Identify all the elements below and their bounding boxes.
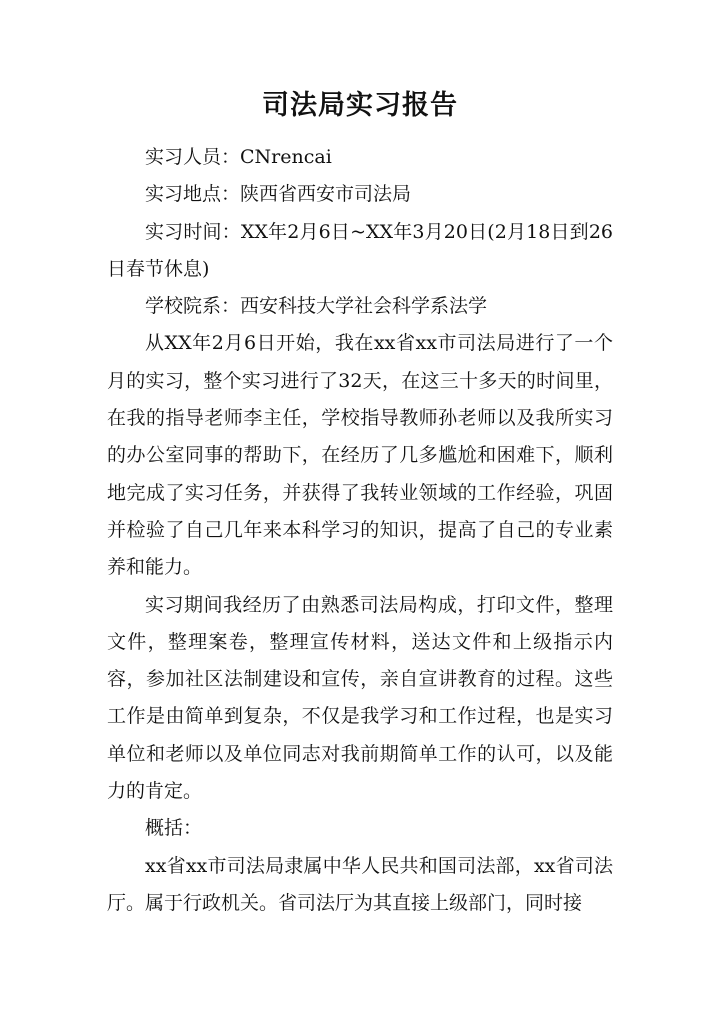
school-department-line: 学校院系：西安科技大学社会科学系法学	[145, 295, 488, 318]
document-title: 司法局实习报告	[262, 90, 458, 121]
section-heading: 概括：	[145, 817, 203, 840]
body-paragraph: 从XX年2月6日开始，我在xx省xx市司法局进行了一个月的实习，整个实习进行了32天，在这三十多天的时间里，在我的指导老师李主任，学校指导教师孙老师以及我所实习的办公室同事的帮助下，在经历了几多尴尬和困难下，顺利地完成了实习任务，并获得了我转业领域的工作经验，巩固并检验了自己几年来本科学习的知识，提高了自己的专业素养和能力。	[107, 332, 613, 579]
intern-name-line: 实习人员：CNrencai	[145, 146, 332, 168]
body-paragraph: xx省xx市司法局隶属中华人民共和国司法部，xx省司法厅。属于行政机关。省司法厅为其直接上级部门，同时接	[107, 854, 613, 914]
document-body	[107, 139, 613, 922]
intern-period-line: 实习时间：XX年2月6日~XX年3月20日(2月18日到26日春节休息)	[107, 220, 613, 280]
body-paragraph: 实习期间我经历了由熟悉司法局构成，打印文件，整理文件，整理案卷，整理宣传材料，送达文件和上级指示内容，参加社区法制建设和宣传，亲自宣讲教育的过程。这些工作是由简单到复杂，不仅是我学习和工作过程，也是实习单位和老师以及单位同志对我前期简单工作的认可，以及能力的肯定。	[107, 593, 613, 803]
intern-location-line: 实习地点：陕西省西安市司法局	[145, 183, 412, 206]
